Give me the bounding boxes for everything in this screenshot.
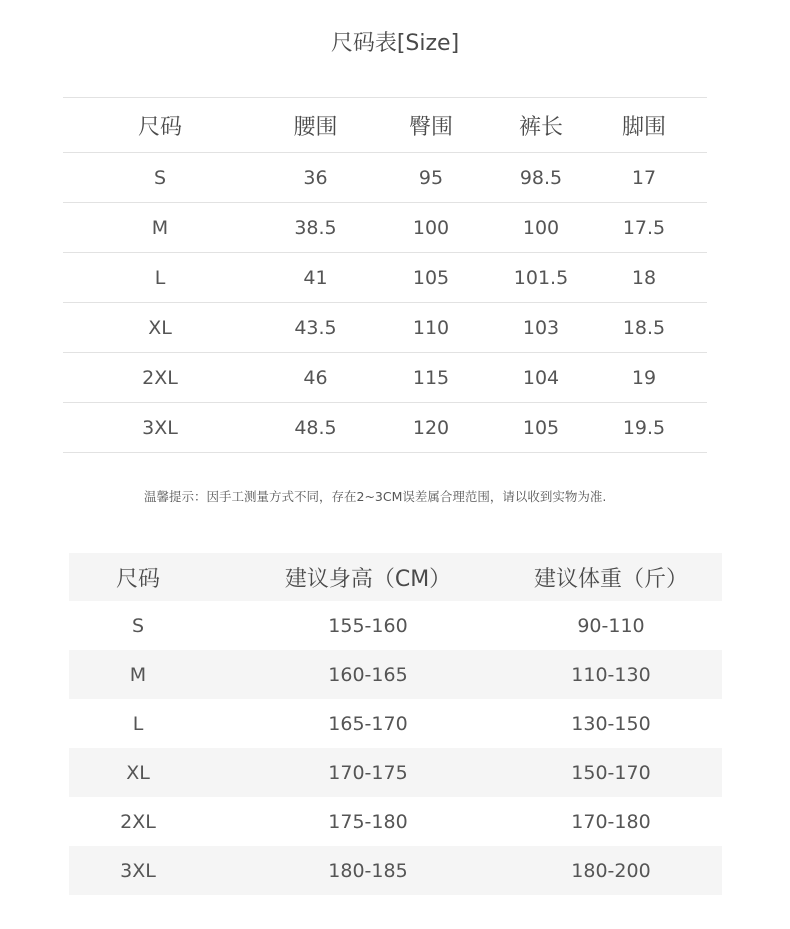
table-cell: L xyxy=(154,266,166,289)
table-row xyxy=(63,352,707,402)
table-cell: 95 xyxy=(418,166,444,189)
size-table-header-cell: 腰围 xyxy=(293,114,338,140)
table-row xyxy=(63,402,707,453)
page-title: 尺码表[Size] xyxy=(330,31,460,56)
size-table-header xyxy=(63,97,707,152)
table-cell: S xyxy=(131,614,145,637)
table-cell: 90-110 xyxy=(577,614,645,637)
table-cell: 101.5 xyxy=(513,266,569,289)
table-cell: 19.5 xyxy=(622,416,666,439)
table-row xyxy=(63,252,707,302)
table-cell: 41 xyxy=(303,266,328,289)
table-cell: 2XL xyxy=(120,810,156,833)
size-table-header-cell: 裤长 xyxy=(518,114,563,140)
table-cell: M xyxy=(151,216,169,239)
table-cell: 38.5 xyxy=(294,216,337,239)
table-row xyxy=(63,302,707,352)
table-cell: 17 xyxy=(631,166,657,189)
table-cell: 43.5 xyxy=(294,316,337,339)
table-cell: XL xyxy=(148,316,172,339)
table-cell: 170-180 xyxy=(571,810,651,833)
recommendation-table-header-cell: 尺码 xyxy=(115,566,160,592)
table-cell: 150-170 xyxy=(571,761,651,784)
table-cell: 175-180 xyxy=(328,810,408,833)
recommendation-table xyxy=(69,553,722,895)
table-cell: 110-130 xyxy=(571,663,651,686)
table-row xyxy=(69,846,722,895)
table-cell: 160-165 xyxy=(328,663,408,686)
table-cell: 18.5 xyxy=(622,316,666,339)
size-table-header-cell: 臀围 xyxy=(408,114,453,140)
table-cell: L xyxy=(132,712,144,735)
recommendation-table-header xyxy=(69,553,722,601)
table-cell: 48.5 xyxy=(294,416,337,439)
table-cell: 3XL xyxy=(120,859,156,882)
table-cell: XL xyxy=(126,761,150,784)
table-cell: 19 xyxy=(631,366,657,389)
table-cell: 36 xyxy=(303,166,328,189)
table-row xyxy=(69,601,722,650)
measurement-tip: 温馨提示：因手工测量方式不同，存在2~3CM误差属合理范围，请以收到实物为准. xyxy=(144,489,607,504)
table-row xyxy=(69,699,722,748)
size-table-header-cell: 脚围 xyxy=(621,114,666,140)
table-cell: 104 xyxy=(522,366,560,389)
table-row xyxy=(63,202,707,252)
recommendation-table-header-cell: 建议身高（CM） xyxy=(284,566,452,592)
table-cell: 170-175 xyxy=(328,761,408,784)
size-table-header-cell: 尺码 xyxy=(137,114,182,140)
table-cell: 46 xyxy=(303,366,328,389)
table-cell: M xyxy=(129,663,147,686)
table-cell: S xyxy=(153,166,167,189)
table-cell: 180-185 xyxy=(328,859,408,882)
table-cell: 130-150 xyxy=(571,712,651,735)
table-cell: 110 xyxy=(412,316,450,339)
table-cell: 105 xyxy=(522,416,560,439)
table-cell: 180-200 xyxy=(571,859,651,882)
table-cell: 17.5 xyxy=(622,216,666,239)
table-cell: 165-170 xyxy=(328,712,408,735)
table-cell: 155-160 xyxy=(328,614,408,637)
recommendation-table-header-cell: 建议体重（斤） xyxy=(533,566,688,592)
size-table xyxy=(63,97,707,453)
table-cell: 98.5 xyxy=(519,166,563,189)
table-cell: 103 xyxy=(522,316,560,339)
table-cell: 3XL xyxy=(142,416,178,439)
table-cell: 115 xyxy=(412,366,450,389)
table-row xyxy=(69,650,722,699)
table-row xyxy=(69,797,722,846)
table-cell: 105 xyxy=(412,266,450,289)
table-cell: 100 xyxy=(522,216,560,239)
table-cell: 120 xyxy=(412,416,450,439)
table-cell: 18 xyxy=(631,266,657,289)
table-cell: 2XL xyxy=(142,366,178,389)
table-row xyxy=(69,748,722,797)
table-cell: 100 xyxy=(412,216,450,239)
table-row xyxy=(63,152,707,202)
